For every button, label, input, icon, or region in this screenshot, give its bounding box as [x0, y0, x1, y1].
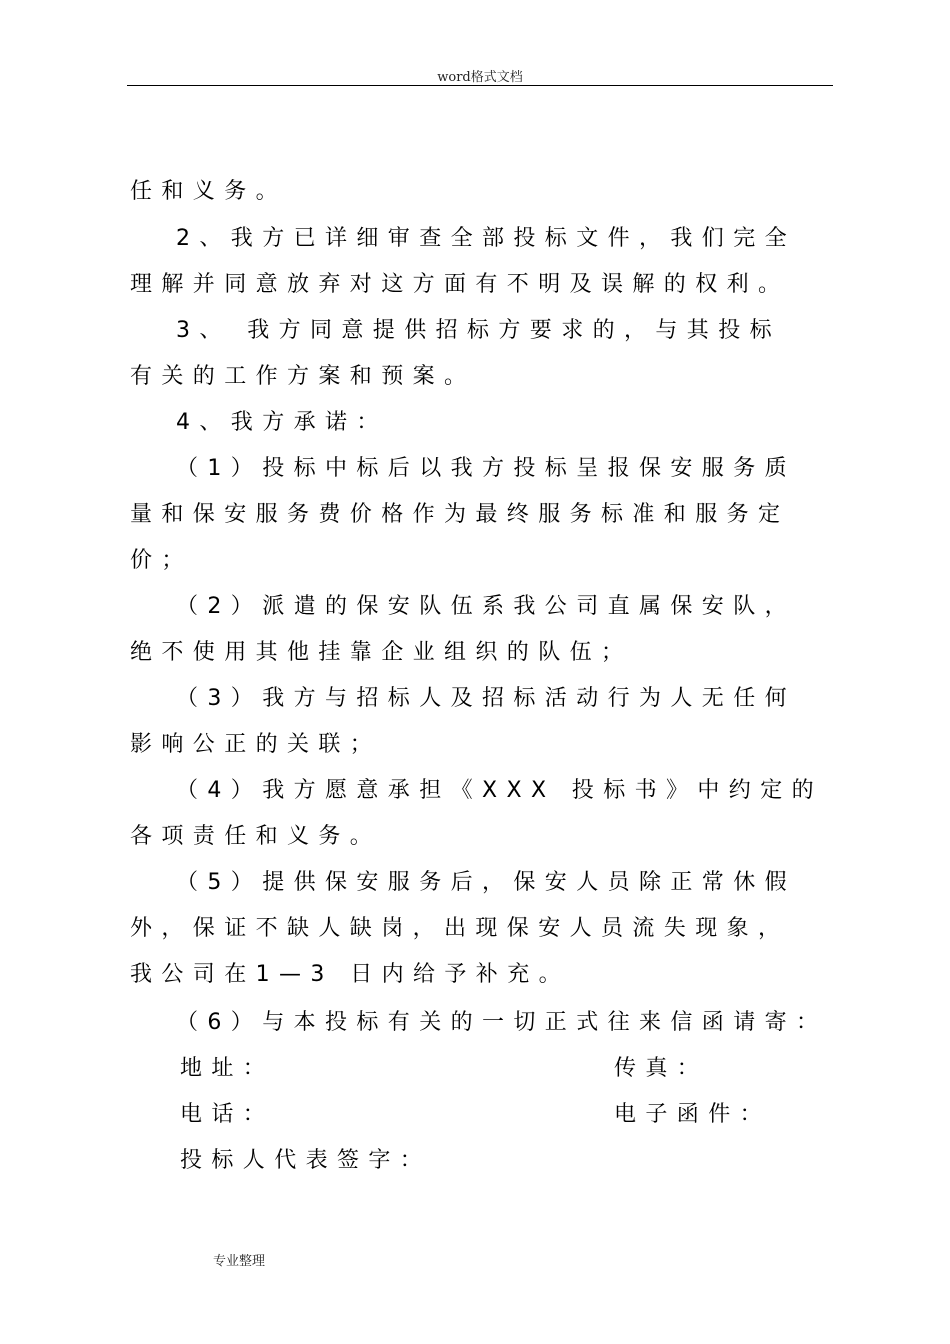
body-line: （5）提供保安服务后，保安人员除正常休假	[176, 870, 796, 895]
body-line: 影响公正的关联；	[130, 732, 382, 757]
body-line: 外，保证不缺人缺岗，出现保安人员流失现象，	[130, 916, 790, 941]
body-line: （6）与本投标有关的一切正式往来信函请寄：	[176, 1010, 828, 1035]
phone-label: 电话：	[180, 1102, 275, 1127]
body-line: （1）投标中标后以我方投标呈报保安服务质	[176, 456, 796, 481]
body-line: 4、我方承诺：	[176, 410, 388, 435]
body-line: 量和保安服务费价格作为最终服务标准和服务定	[130, 502, 790, 527]
body-line: 3、 我方同意提供招标方要求的，与其投标	[176, 318, 781, 343]
body-line: （3）我方与招标人及招标活动行为人无任何	[176, 686, 796, 711]
body-line: 各项责任和义务。	[130, 824, 382, 849]
body-line: 价；	[130, 548, 193, 573]
body-line: （4）我方愿意承担《XXX 投标书》中约定的	[176, 778, 824, 803]
body-line: 2、我方已详细审查全部投标文件，我们完全	[176, 226, 796, 251]
address-label: 地址：	[180, 1056, 275, 1081]
page-footer: 专业整理	[213, 1254, 266, 1269]
email-label: 电子函件：	[614, 1102, 772, 1127]
body-line: 任和义务。	[130, 179, 288, 204]
header-divider	[127, 85, 833, 86]
header-title: word格式文档	[437, 70, 523, 85]
signature-label: 投标人代表签字：	[180, 1148, 432, 1173]
body-line: （2）派遣的保安队伍系我公司直属保安队，	[176, 594, 796, 619]
fax-label: 传真：	[614, 1056, 709, 1081]
body-line: 绝不使用其他挂靠企业组织的队伍；	[130, 640, 633, 665]
body-line: 有关的工作方案和预案。	[130, 364, 476, 389]
body-line: 我公司在1—3 日内给予补充。	[130, 962, 570, 987]
body-line: 理解并同意放弃对这方面有不明及误解的权利。	[130, 272, 790, 297]
